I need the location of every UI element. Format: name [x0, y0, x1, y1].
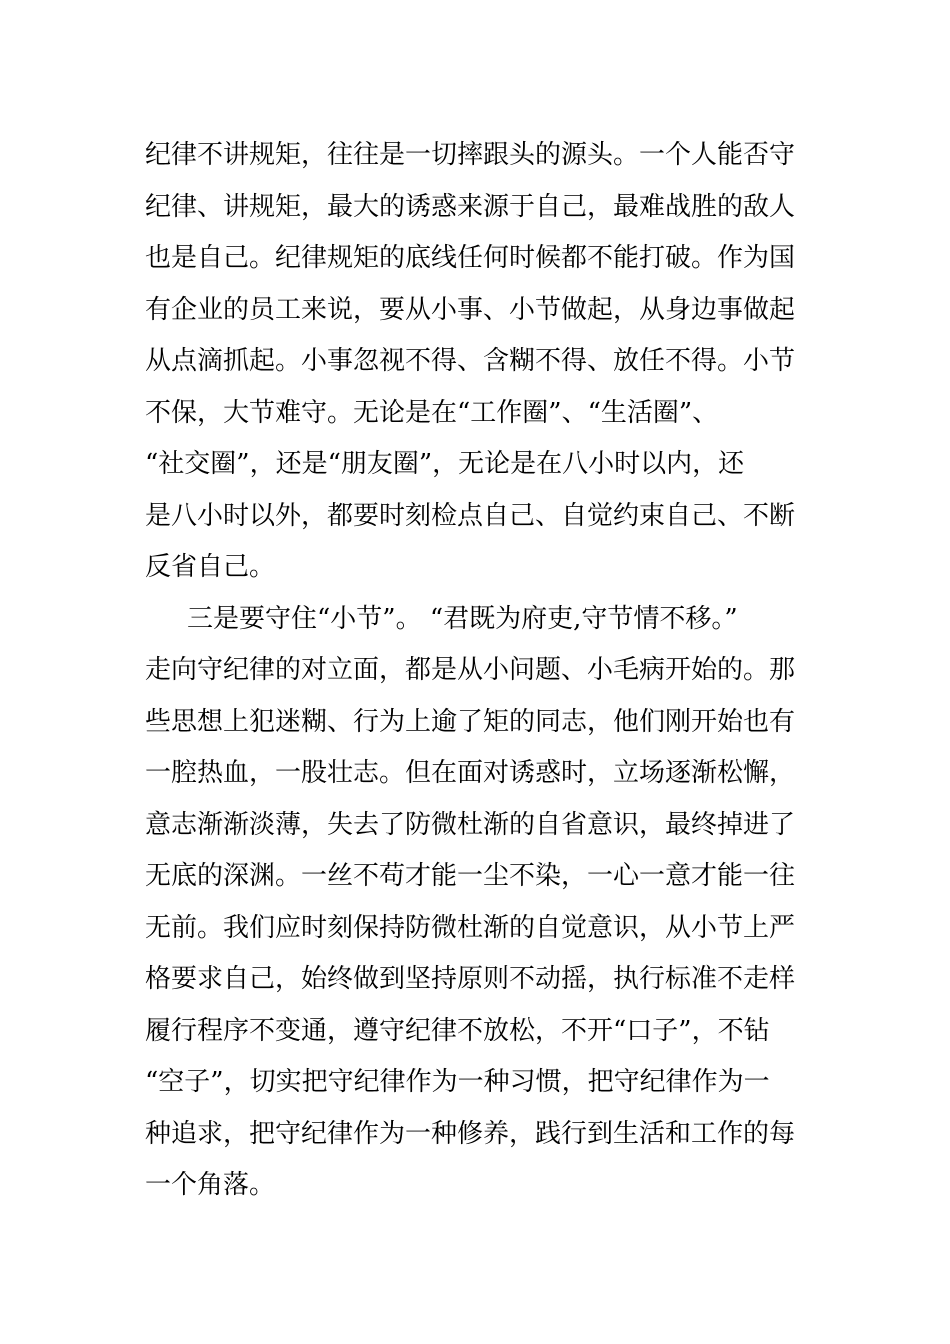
paragraph-line: 有企业的员工来说，要从小事、小节做起，从身边事做起 [145, 294, 796, 325]
paragraph-line: 也是自己。纪律规矩的底线任何时候都不能打破。作为国 [145, 243, 796, 273]
paragraph-line: 格要求自己，始终做到坚持原则不动摇，执行标准不走样 [145, 964, 796, 994]
paragraph-line: 走向守纪律的对立面，都是从小问题、小毛病开始的。那 [145, 655, 796, 685]
paragraph-line: 种追求，把守纪律作为一种修养，践行到生活和工作的每 [145, 1118, 796, 1149]
paragraph-line: 一腔热血，一股壮志。但在面对诱惑时，立场逐渐松懈， [145, 758, 796, 788]
paragraph-line: 三是要守住“小节”。 “君既为府吏,守节情不移。” [187, 603, 738, 634]
paragraph-line: 纪律、讲规矩，最大的诱惑来源于自己，最难战胜的敌人 [145, 191, 796, 222]
paragraph-line: 纪律不讲规矩，往往是一切摔跟头的源头。一个人能否守 [145, 140, 796, 170]
paragraph-2 [145, 594, 815, 1212]
paragraph-line: 意志渐渐淡薄，失去了防微杜渐的自省意识，最终掉进了 [145, 809, 796, 840]
paragraph-line: 不保，大节难守。无论是在“工作圈”、“生活圈”、 [145, 397, 719, 428]
paragraph-line: 从点滴抓起。小事忽视不得、含糊不得、放任不得。小节 [145, 346, 796, 376]
paragraph-line: 一个角落。 [145, 1170, 276, 1200]
paragraph-line: “空子”，切实把守纪律作为一种习惯，把守纪律作为一 [145, 1067, 770, 1097]
paragraph-line: “社交圈”，还是“朋友圈”，无论是在八小时以内，还 [145, 449, 745, 479]
paragraph-line: 些思想上犯迷糊、行为上逾了矩的同志，他们刚开始也有 [145, 706, 796, 737]
paragraph-line: 履行程序不变通，遵守纪律不放松，不开“口子”，不钻 [145, 1015, 770, 1046]
paragraph-1 [145, 130, 815, 594]
paragraph-line: 无前。我们应时刻保持防微杜渐的自觉意识，从小节上严 [145, 912, 796, 943]
document-body [145, 130, 815, 1212]
paragraph-line: 反省自己。 [145, 552, 276, 582]
paragraph-line: 是八小时以外，都要时刻检点自己、自觉约束自己、不断 [145, 500, 796, 531]
paragraph-line: 无底的深渊。一丝不苟才能一尘不染，一心一意才能一往 [145, 861, 796, 891]
